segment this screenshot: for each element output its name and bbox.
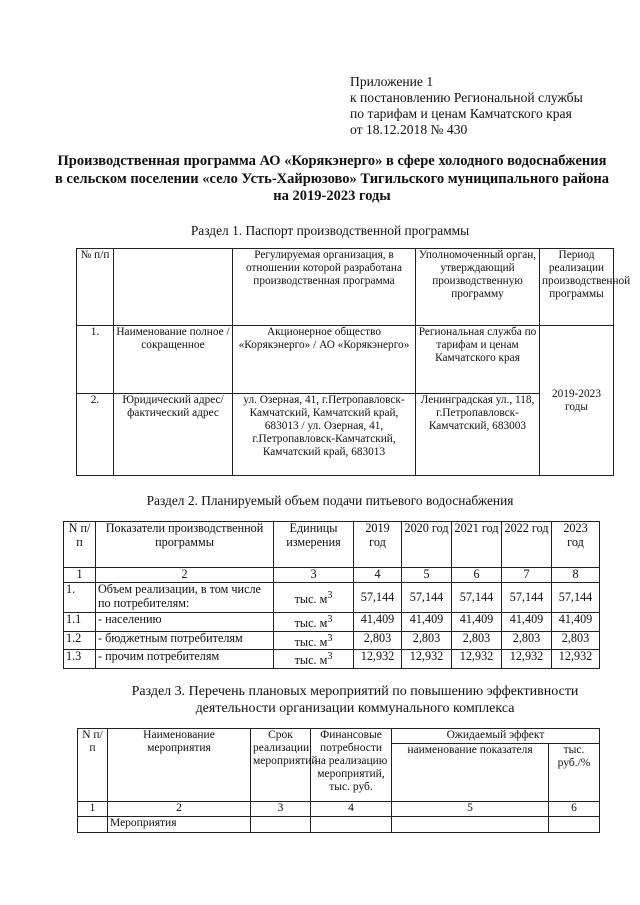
value-2020: 41,409	[402, 613, 452, 632]
header-num: N п/п	[64, 522, 96, 568]
measures-table	[77, 728, 600, 833]
row-name: Объем реализации, в том числе по потребителям:	[96, 583, 274, 613]
header-empty	[114, 249, 233, 326]
row-name: - прочим потребителям	[96, 650, 274, 669]
value-2020: 57,144	[402, 583, 452, 613]
row-finance	[311, 817, 392, 833]
value-2021: 2,803	[452, 631, 502, 650]
row-term	[251, 817, 311, 833]
value-2019: 2,803	[354, 631, 402, 650]
header-name: Наименование мероприятия	[108, 729, 251, 802]
period-value: 2019-2023 годы	[540, 326, 614, 476]
row-indicator	[392, 817, 549, 833]
row-label: Наименование полное / сокращенное	[114, 326, 233, 394]
col-num: 2	[108, 802, 251, 817]
header-indicator: Показатели производственной программы	[96, 522, 274, 568]
table-row	[64, 613, 600, 632]
table-header-row	[78, 729, 600, 744]
table-row	[64, 650, 600, 669]
value-2021: 12,932	[452, 650, 502, 669]
col-num: 1	[78, 802, 108, 817]
table-row	[77, 394, 614, 476]
table-header-row	[64, 522, 600, 568]
table-row	[64, 583, 600, 613]
appendix-line: по тарифам и ценам Камчатского края	[350, 106, 572, 121]
appendix-line: Приложение 1	[350, 74, 434, 89]
row-regulated: ул. Озерная, 41, г.Петропавловск-Камчатский, Камчатский край, 683013 / ул. Озерная, 41, г.Петропавловск-Камчатский, Камчатский край, 683013	[233, 394, 416, 476]
value-2023: 2,803	[552, 631, 600, 650]
passport-table	[76, 248, 631, 476]
col-num: 5	[392, 802, 549, 817]
row-num: 1.2	[64, 631, 96, 650]
section3-heading: Раздел 3. Перечень плановых мероприятий по повышению эффективности деятельности организации коммунального комплекса	[131, 684, 579, 716]
row-num: 1.	[64, 583, 96, 613]
row-authorized: Ленинградская ул., 118, г.Петропавловск-Камчатский, 683003	[416, 394, 540, 476]
row-label: Юридический адрес/фактический адрес	[114, 394, 233, 476]
header-regulated: Регулируемая организация, в отношении которой разработана производственная программа	[233, 249, 416, 326]
column-number-row	[78, 802, 600, 817]
col-num: 2	[96, 568, 274, 583]
col-num: 3	[251, 802, 311, 817]
table-row	[77, 326, 614, 394]
header-indicator: наименование показателя	[392, 744, 549, 802]
row-unit: тыс. $м^3$	[274, 631, 354, 650]
table-header-row	[77, 249, 614, 326]
value-2019: 57,144	[354, 583, 402, 613]
value-2020: 2,803	[402, 631, 452, 650]
header-num: № п/п	[77, 249, 114, 326]
row-name: - бюджетным потребителям	[96, 631, 274, 650]
value-2020: 12,932	[402, 650, 452, 669]
header-period: Период реализации производственной программы	[540, 249, 614, 326]
col-num: 5	[402, 568, 452, 583]
row-num: 1.1	[64, 613, 96, 632]
table-row	[64, 631, 600, 650]
col-num: 4	[311, 802, 392, 817]
col-num: 3	[274, 568, 354, 583]
value-2022: 2,803	[502, 631, 552, 650]
row-name: Мероприятия	[108, 817, 251, 833]
col-num: 6	[452, 568, 502, 583]
row-rub	[549, 817, 600, 833]
header-year-2023: 2023 год	[552, 522, 600, 568]
row-num: 1.	[77, 326, 114, 394]
value-2021: 57,144	[452, 583, 502, 613]
column-number-row	[64, 568, 600, 583]
header-num: N п/п	[78, 729, 108, 802]
row-num: 2.	[77, 394, 114, 476]
row-unit: тыс. $м^3$	[274, 650, 354, 669]
row-name: - населению	[96, 613, 274, 632]
value-2022: 12,932	[502, 650, 552, 669]
header-authorized: Уполномоченный орган, утверждающий производственную программу	[416, 249, 540, 326]
value-2019: 12,932	[354, 650, 402, 669]
table-row	[78, 817, 600, 833]
header-effect: Ожидаемый эффект	[392, 729, 600, 744]
appendix-block	[350, 74, 630, 138]
value-2022: 57,144	[502, 583, 552, 613]
row-authorized: Региональная служба по тарифам и ценам Камчатского края	[416, 326, 540, 394]
supply-volume-table	[63, 521, 600, 669]
header-year-2022: 2022 год	[502, 522, 552, 568]
value-2023: 41,409	[552, 613, 600, 632]
header-year-2021: 2021 год	[452, 522, 502, 568]
row-num: 1.3	[64, 650, 96, 669]
document-title: Производственная программа АО «Корякэнерго» в сфере холодного водоснабжения в сельском поселении «село Усть-Хайрюзово» Тигильского муниципального района на 2019-2023 годы	[54, 153, 610, 204]
row-unit: тыс. $м^3$	[274, 613, 354, 632]
row-regulated: Акционерное общество «Корякэнерго» / АО «Корякэнерго»	[233, 326, 416, 394]
appendix-line: от 18.12.2018 № 430	[350, 122, 468, 137]
row-unit: тыс. $м^3$	[274, 583, 354, 613]
value-2023: 57,144	[552, 583, 600, 613]
col-num: 6	[549, 802, 600, 817]
header-unit: Единицы измерения	[274, 522, 354, 568]
col-num: 1	[64, 568, 96, 583]
value-2022: 41,409	[502, 613, 552, 632]
header-year-2019: 2019 год	[354, 522, 402, 568]
header-rub: тыс. руб./%	[549, 744, 600, 802]
section1-heading: Раздел 1. Паспорт производственной программы	[190, 223, 470, 238]
col-num: 4	[354, 568, 402, 583]
value-2023: 12,932	[552, 650, 600, 669]
value-2019: 41,409	[354, 613, 402, 632]
section2-heading: Раздел 2. Планируемый объем подачи питьевого водоснабжения	[146, 493, 514, 508]
header-year-2020: 2020 год	[402, 522, 452, 568]
appendix-line: к постановлению Региональной службы	[350, 90, 583, 105]
row-num	[78, 817, 108, 833]
header-finance: Финансовые потребности на реализацию мероприятий, тыс. руб.	[311, 729, 392, 802]
col-num: 8	[552, 568, 600, 583]
col-num: 7	[502, 568, 552, 583]
value-2021: 41,409	[452, 613, 502, 632]
header-term: Срок реализации мероприятий	[251, 729, 311, 802]
